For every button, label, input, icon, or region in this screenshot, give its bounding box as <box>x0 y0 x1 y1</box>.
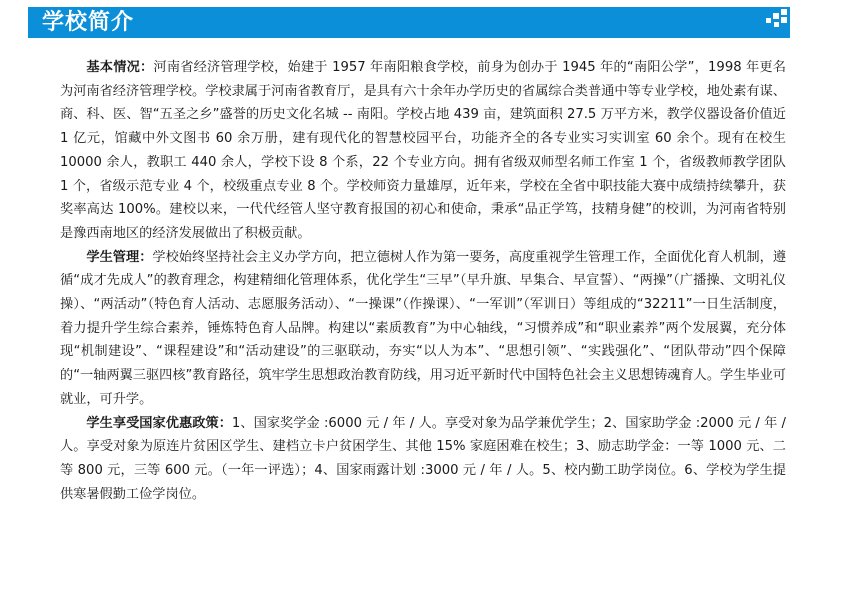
section-header <box>28 7 790 38</box>
intro-content <box>60 56 786 506</box>
paragraph-student-management <box>60 246 786 412</box>
corner-squares-icon <box>764 7 790 38</box>
paragraph-student-policies <box>60 412 786 507</box>
paragraph-label: 学生享受国家优惠政策： <box>86 415 232 431</box>
paragraph-text: 学校始终坚持社会主义办学方向，把立德树人作为第一要务，高度重视学生管理工作，全面优化育人机制，遵循“成才先成人”的教育理念，构建精细化管理体系，优化学生“三早”（早升旗、早集合、早宣誓）、“两操”（广播操、文明礼仪操）、“两活动”（特色育人活动、志愿服务活动）、“一操课”（作操课）、“一军训”（军训日）等组成的“32211”一日生活制度，着力提升学生综合素养，锤炼特色育人品牌。构建以“素质教育”为中心轴线，“习惯养成”和“职业素养”两个发展翼，充分体现“机制建设”、“课程建设”和“活动建设”的三驱联动，夯实“以人为本”、“思想引领”、“实践强化”、“团队带动”四个保障的“一轴两翼三驱四核”教育路径，筑牢学生思想政治教育防线，用习近平新时代中国特色社会主义思想铸魂育人。学生毕业可就业，可升学。 <box>60 249 787 407</box>
section-title: 学校简介 <box>42 10 135 35</box>
paragraph-label: 学生管理： <box>86 249 153 265</box>
paragraph-text: 河南省经济管理学校，始建于 1957 年南阳粮食学校，前身为创办于 1945 年的“南阳公学”，1998 年更名为河南省经济管理学校。学校隶属于河南省教育厅，是具有六十余年办学历史的省属综合类普通中等专业学校，地处素有谋、商、科、医、智“五圣之乡”盛誉的历史文化名城 -- 南阳。学校占地 439 亩，建筑面积 27.5 万平方米，教学仪器设备价值近 1 亿元，馆藏中外文图书 60 余万册，建有现代化的智慧校园平台，功能齐全的各专业实习实训室 60 余个。现有在校生 10000 余人，教职工 440 余人，学校下设 8 个系，22 个专业方向。拥有省级双师型名师工作室 1 个，省级教师教学团队 1 个，省级示范专业 4 个，校级重点专业 8 个。学校师资力量雄厚，近年来，学校在全省中职技能大赛中成绩持续攀升，获奖率高达 100%。建校以来，一代代经管人坚守教育报国的初心和使命，秉承“品正学笃，技精身健”的校训，为河南省特别是豫西南地区的经济发展做出了积极贡献。 <box>60 60 786 241</box>
paragraph-basic-info <box>60 56 786 246</box>
paragraph-label: 基本情况： <box>86 60 154 75</box>
paragraph-text: 1、国家奖学金 :6000 元 / 年 / 人。享受对象为品学兼优学生；2、国家助学金 :2000 元 / 年 / 人。享受对象为原连片贫困区学生、建档立卡户贫困学生、其他 15% 家庭困难在校生；3、励志助学金：一等 1000 元、二等 800 元，三等 600 元。（一年一评选）；4、国家雨露计划 :3000 元 / 年 / 人。5、校内勤工助学岗位。6、学校为学生提供寒暑假勤工俭学岗位。 <box>60 415 786 502</box>
